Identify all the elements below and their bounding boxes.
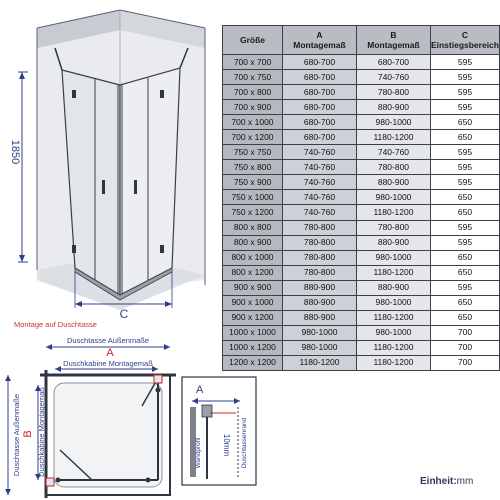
table-row [223,145,500,160]
header-a-letter: A [316,30,323,40]
table-cell-b: 1180-1200 [356,310,430,325]
inner-depth-label: Duschkabine Montagemaß [37,387,46,477]
outer-width-label: Duschtasse Außenmaße [66,336,150,345]
table-cell-c: 595 [430,85,499,100]
table-cell-c: 595 [430,175,499,190]
table-cell-c: 595 [430,235,499,250]
table-cell-size: 1000 x 1200 [223,340,283,355]
table-cell-size: 700 x 1200 [223,130,283,145]
table-cell-size: 1000 x 1000 [223,325,283,340]
table-cell-c: 650 [430,295,499,310]
outer-depth-label: Duschtasse Außenmaße [12,393,21,477]
table-row [223,280,500,295]
table-cell-b: 980-1000 [356,115,430,130]
table-cell-c: 595 [430,220,499,235]
table-body [223,55,500,371]
table-cell-size: 750 x 750 [223,145,283,160]
table-row [223,70,500,85]
tray-edge-label: Duschtassenrand [241,417,248,469]
table-cell-size: 800 x 1000 [223,250,283,265]
table-cell-a: 680-700 [283,70,357,85]
table-cell-a: 880-900 [283,295,357,310]
table-cell-size: 800 x 900 [223,235,283,250]
shower-cabin-drawing [0,0,222,330]
header-b [356,26,430,55]
header-b-letter: B [390,30,397,40]
table-cell-size: 750 x 800 [223,160,283,175]
table-cell-size: 750 x 1200 [223,205,283,220]
table-cell-b: 780-800 [356,220,430,235]
table-cell-size: 750 x 1000 [223,190,283,205]
header-a-label: Montagemaß [293,40,346,50]
table-cell-c: 700 [430,340,499,355]
table-cell-c: 595 [430,70,499,85]
table-cell-b: 880-900 [356,175,430,190]
table-cell-size: 700 x 1000 [223,115,283,130]
table-row [223,175,500,190]
table-cell-b: 780-800 [356,85,430,100]
size-table [222,25,500,371]
mounting-plan-drawing [0,330,180,500]
table-row [223,295,500,310]
unit-label [420,476,473,487]
table-row [223,130,500,145]
table-cell-a: 780-800 [283,220,357,235]
header-b-label: Montagemaß [367,40,420,50]
table-cell-b: 1180-1200 [356,355,430,370]
table-cell-b: 1180-1200 [356,265,430,280]
table-row [223,205,500,220]
table-cell-c: 595 [430,55,499,70]
table-cell-b: 880-900 [356,280,430,295]
table-cell-c: 595 [430,145,499,160]
table-row [223,85,500,100]
detail-label-a: A [196,384,204,396]
table-cell-b: 980-1000 [356,325,430,340]
wall-profile-label: Wandprofil [195,437,202,469]
table-cell-a: 980-1000 [283,325,357,340]
unit-label-text: Einheit: [420,476,457,487]
table-cell-c: 650 [430,205,499,220]
table-cell-size: 900 x 1000 [223,295,283,310]
table-row [223,325,500,340]
table-cell-size: 1200 x 1200 [223,355,283,370]
table-cell-a: 1180-1200 [283,355,357,370]
table-cell-size: 700 x 750 [223,70,283,85]
plan-label-b: B [22,430,34,438]
table-cell-b: 780-800 [356,160,430,175]
table-cell-b: 980-1000 [356,190,430,205]
table-cell-size: 750 x 900 [223,175,283,190]
table-cell-size: 800 x 800 [223,220,283,235]
table-cell-a: 680-700 [283,115,357,130]
table-cell-a: 680-700 [283,55,357,70]
width-dimension-label: C [119,307,129,321]
table-row [223,235,500,250]
table-cell-size: 800 x 1200 [223,265,283,280]
table-cell-c: 650 [430,115,499,130]
table-cell-c: 595 [430,160,499,175]
table-row [223,190,500,205]
table-cell-a: 880-900 [283,280,357,295]
table-cell-b: 980-1000 [356,250,430,265]
table-cell-b: 680-700 [356,55,430,70]
table-cell-a: 740-760 [283,190,357,205]
table-cell-size: 700 x 900 [223,100,283,115]
table-cell-c: 595 [430,280,499,295]
table-cell-b: 740-760 [356,145,430,160]
table-row [223,265,500,280]
table-cell-size: 700 x 800 [223,85,283,100]
inner-width-label: Duschkabine Montagemaß [63,359,153,368]
table-row [223,100,500,115]
header-c-label: Einstiegsbereich [430,40,499,50]
header-a [283,26,357,55]
table-cell-a: 740-760 [283,160,357,175]
table-row [223,55,500,70]
header-c-letter: C [461,30,469,40]
table-cell-size: 900 x 1200 [223,310,283,325]
gap-label: 10mm [222,433,231,457]
table-row [223,250,500,265]
table-cell-c: 700 [430,355,499,370]
table-cell-b: 1180-1200 [356,205,430,220]
table-cell-a: 740-760 [283,145,357,160]
table-cell-a: 780-800 [283,235,357,250]
table-row [223,310,500,325]
header-size-label: Größe [239,35,266,45]
table-cell-a: 980-1000 [283,340,357,355]
table-row [223,355,500,370]
table-cell-b: 1180-1200 [356,340,430,355]
table-cell-b: 1180-1200 [356,130,430,145]
detail-drawing [180,375,260,490]
table-cell-c: 650 [430,265,499,280]
table-cell-a: 780-800 [283,265,357,280]
header-size [223,26,283,55]
table-cell-c: 700 [430,325,499,340]
height-dimension-label: 1850 [9,139,21,165]
table-cell-c: 650 [430,250,499,265]
table-row [223,115,500,130]
table-row [223,340,500,355]
table-cell-a: 880-900 [283,310,357,325]
table-cell-b: 880-900 [356,235,430,250]
mounting-note: Montage auf Duschtasse [14,320,97,329]
plan-label-a: A [106,347,114,359]
table-cell-a: 680-700 [283,85,357,100]
table-cell-c: 650 [430,310,499,325]
table-cell-c: 595 [430,100,499,115]
table-cell-c: 650 [430,130,499,145]
table-cell-a: 680-700 [283,130,357,145]
table-cell-size: 700 x 700 [223,55,283,70]
table-cell-b: 880-900 [356,100,430,115]
table-cell-a: 740-760 [283,205,357,220]
table-cell-b: 980-1000 [356,295,430,310]
table-cell-b: 740-760 [356,70,430,85]
table-row [223,220,500,235]
unit-value: mm [456,476,474,487]
table-cell-a: 780-800 [283,250,357,265]
header-c [430,26,499,55]
table-row [223,160,500,175]
table-cell-a: 680-700 [283,100,357,115]
table-cell-c: 650 [430,190,499,205]
table-cell-size: 900 x 900 [223,280,283,295]
table-cell-a: 740-760 [283,175,357,190]
table-header-row [223,26,500,55]
